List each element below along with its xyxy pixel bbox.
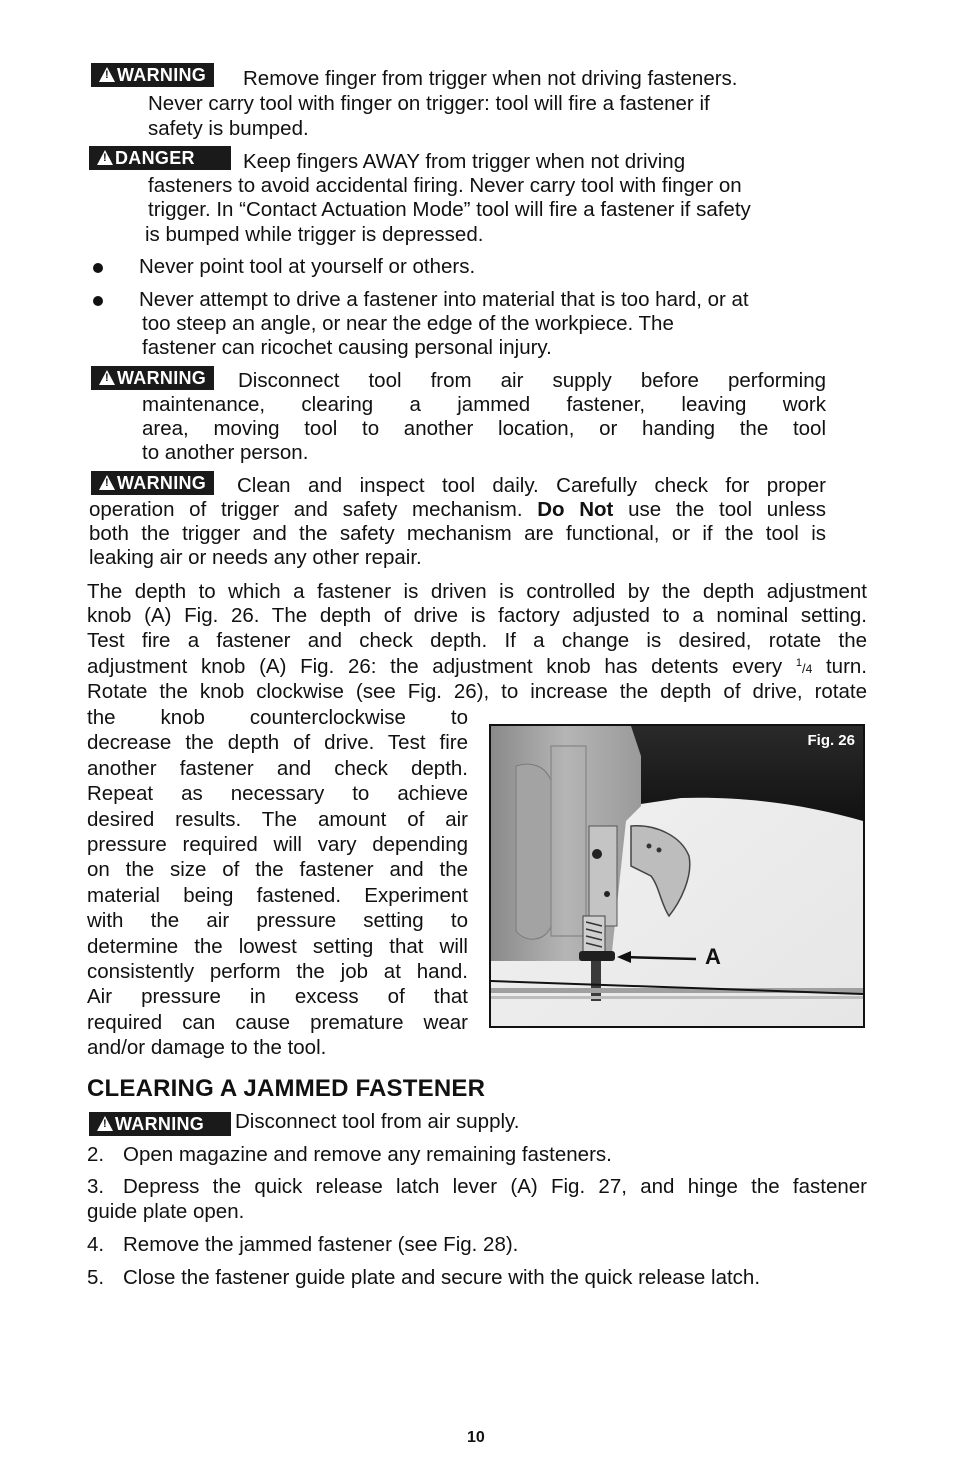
bullet-icon [93, 263, 103, 273]
danger-text: trigger. In “Contact Actuation Mode” tool will fire a fastener if safety [148, 198, 751, 221]
warning-badge: !WARNING [91, 63, 214, 87]
paragraph-line: desired results. The amount of air [87, 807, 468, 831]
warning-text: Disconnect tool from air supply before performing [238, 369, 826, 392]
section-heading: CLEARING A JAMMED FASTENER [87, 1075, 486, 1102]
warning-badge: !WARNING [89, 1112, 231, 1136]
paragraph-line: determine the lowest setting that will [87, 934, 468, 958]
paragraph-line: consistently perform the job at hand. [87, 960, 468, 984]
warning-text: Never carry tool with finger on trigger: tool will fire a fastener if [148, 92, 710, 115]
step-number: 4. [87, 1233, 105, 1256]
warning-text: area, moving tool to another location, or handing the tool [142, 417, 826, 440]
bullet-icon [93, 296, 103, 306]
bullet-text: too steep an angle, or near the edge of the workpiece. The [142, 312, 674, 335]
warning-text: leaking air or needs any other repair. [89, 546, 422, 569]
step-text: Close the fastener guide plate and secure with the quick release latch. [123, 1266, 761, 1289]
warning-badge: !WARNING [91, 366, 214, 390]
callout-label: A [705, 944, 721, 969]
paragraph-line: the knob counterclockwise to [87, 706, 468, 729]
danger-text: fasteners to avoid accidental firing. Never carry tool with finger on [148, 174, 742, 197]
step-text: guide plate open. [87, 1200, 245, 1223]
paragraph-line: The depth to which a fastener is driven is controlled by the depth adjustment [87, 580, 867, 603]
warning-triangle-icon [97, 1116, 113, 1131]
paragraph-line: another fastener and check depth. [87, 756, 468, 780]
warning-text: maintenance, clearing a jammed fastener, leaving work [142, 393, 826, 416]
page-number: 10 [467, 1429, 485, 1446]
paragraph-line: and/or damage to the tool. [87, 1036, 327, 1060]
warning-text: to another person. [142, 441, 309, 464]
step-text: Open magazine and remove any remaining fasteners. [123, 1143, 612, 1166]
paragraph-line: required can cause premature wear [87, 1010, 468, 1034]
bullet-text: Never attempt to drive a fastener into material that is too hard, or at [139, 288, 749, 311]
warning-text: both the trigger and the safety mechanism are functional, or if the tool is [89, 522, 826, 545]
step-text: Depress the quick release latch lever (A) Fig. 27, and hinge the fastener [123, 1175, 867, 1198]
paragraph-line: adjustment knob (A) Fig. 26: the adjustment knob has detents every $^1$/4 turn. [87, 655, 867, 678]
warning-text: safety is bumped. [148, 117, 309, 140]
paragraph-line: with the air pressure setting to [87, 909, 468, 933]
paragraph-line: decrease the depth of drive. Test fire [87, 731, 468, 755]
step-number: 2. [87, 1143, 105, 1166]
step-number: 3. [87, 1175, 105, 1198]
paragraph-line: pressure required will vary depending [87, 833, 468, 857]
warning-text: operation of trigger and safety mechanism. Do Not use the tool unless [89, 498, 826, 521]
warning-badge: !WARNING [91, 471, 214, 495]
figure-label: Fig. 26 [807, 732, 855, 749]
paragraph-line: knob (A) Fig. 26. The depth of drive is factory adjusted to a nominal setting. [87, 604, 867, 627]
warning-triangle-icon [99, 370, 115, 385]
paragraph-line: Air pressure in excess of that [87, 985, 468, 1009]
paragraph-line: Test fire a fastener and check depth. If a change is desired, rotate the [87, 629, 867, 652]
paragraph-line: Rotate the knob clockwise (see Fig. 26), to increase the depth of drive, rotate [87, 680, 867, 703]
paragraph-line: material being fastened. Experiment [87, 883, 468, 907]
narrow-paragraph [87, 705, 468, 1061]
paragraph-line: Repeat as necessary to achieve [87, 782, 468, 806]
warning-text: Clean and inspect tool daily. Carefully check for proper [237, 474, 826, 497]
paragraph-line: on the size of the fastener and the [87, 858, 468, 882]
step-text: Remove the jammed fastener (see Fig. 28). [123, 1233, 519, 1256]
step-number: 5. [87, 1266, 105, 1289]
nail-gun-illustration [491, 726, 863, 1026]
warning-text: Disconnect tool from air supply. [235, 1110, 520, 1133]
danger-badge: !DANGER [89, 146, 231, 170]
warning-triangle-icon [97, 150, 113, 165]
bullet-text: fastener can ricochet causing personal injury. [142, 336, 552, 359]
danger-text: Keep fingers AWAY from trigger when not driving [243, 150, 686, 173]
figure-26-photo [489, 724, 865, 1028]
danger-text: is bumped while trigger is depressed. [145, 223, 484, 246]
bullet-text: Never point tool at yourself or others. [139, 255, 476, 278]
warning-text: Remove finger from trigger when not driving fasteners. [243, 67, 738, 90]
warning-triangle-icon [99, 475, 115, 490]
warning-triangle-icon [99, 67, 115, 82]
